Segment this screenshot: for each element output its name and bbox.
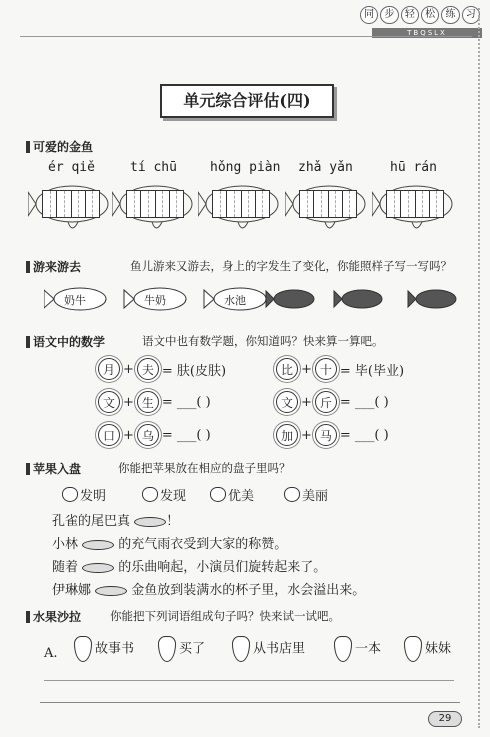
- pear-word[interactable]: 妹妹: [404, 636, 451, 662]
- page-number: 29: [428, 711, 462, 727]
- apple-word[interactable]: 发明: [62, 485, 106, 504]
- flower-char: 加: [276, 424, 298, 446]
- footer-divider: [40, 702, 460, 703]
- flower-char: 文: [98, 391, 120, 413]
- flower-char: 月: [98, 358, 120, 380]
- section-title-math: 语文中的数学: [26, 333, 105, 350]
- section-title-goldfish: 可爱的金鱼: [26, 138, 93, 155]
- apple-icon: [62, 487, 78, 502]
- math-equation[interactable]: 口 + 乌 = ___( ): [98, 424, 211, 446]
- equation-blank[interactable]: = ___( ): [161, 427, 211, 443]
- apple-icon: [142, 487, 158, 502]
- equation-result: = 毕(毕业): [339, 363, 405, 379]
- pear-icon: [74, 636, 92, 662]
- flower-char: 斤: [315, 391, 337, 413]
- fish-row-icons: [44, 284, 464, 314]
- series-char: 练: [441, 6, 459, 24]
- plate-blank[interactable]: [82, 563, 114, 573]
- flower-char: 生: [137, 391, 159, 413]
- sentence: 孔雀的尾巴真 ！: [52, 514, 180, 529]
- apple-icon: [284, 487, 300, 502]
- flower-char: 文: [276, 391, 298, 413]
- swimming-fish-row: [44, 284, 464, 314]
- sentence: 伊琳娜 金鱼放到装满水的杯子里，水会溢出来。: [52, 583, 366, 598]
- goldfish-writing-box[interactable]: [28, 182, 110, 234]
- goldfish-writing-box[interactable]: [285, 182, 367, 234]
- section-instruction: 你能把苹果放在相应的盘子里吗？: [118, 461, 291, 475]
- pear-icon: [334, 636, 352, 662]
- section-title-apples: 苹果入盘: [26, 460, 81, 477]
- section-instruction: 语文中也有数学题，你知道吗？快来算一算吧。: [142, 334, 384, 348]
- flower-char: 比: [276, 358, 298, 380]
- series-char: 习: [462, 6, 480, 24]
- pinyin-4: zhǎ yǎn: [298, 160, 353, 175]
- math-equation[interactable]: 文 + 斤 = ___( ): [276, 391, 389, 413]
- series-char: 同: [360, 6, 378, 24]
- section-title-swim: 游来游去: [26, 258, 81, 275]
- pinyin-3: hǒng piàn: [210, 160, 281, 175]
- plate-blank[interactable]: [134, 517, 166, 527]
- fish-word-2: 牛奶: [144, 294, 166, 307]
- apple-word[interactable]: 优美: [210, 485, 254, 504]
- pear-icon: [404, 636, 422, 662]
- flower-char: 马: [315, 424, 337, 446]
- item-label: A.: [44, 646, 58, 661]
- goldfish-writing-box[interactable]: [372, 182, 454, 234]
- header-divider: [20, 36, 472, 37]
- pinyin-2: tí chū: [130, 160, 177, 175]
- apple-word[interactable]: 美丽: [284, 485, 328, 504]
- pear-word[interactable]: 从书店里: [232, 636, 305, 662]
- flower-char: 夫: [137, 358, 159, 380]
- plate-blank[interactable]: [82, 540, 114, 550]
- apple-icon: [210, 487, 226, 502]
- goldfish-writing-box[interactable]: [112, 182, 194, 234]
- pear-word[interactable]: 故事书: [74, 636, 134, 662]
- goldfish-writing-box[interactable]: [198, 182, 280, 234]
- equation-blank[interactable]: = ___( ): [339, 394, 389, 410]
- binding-edge: [478, 8, 488, 728]
- flower-char: 十: [315, 358, 337, 380]
- pear-icon: [158, 636, 176, 662]
- answer-line[interactable]: [44, 680, 454, 681]
- section-title-salad: 水果沙拉: [26, 608, 81, 625]
- series-char: 松: [421, 6, 439, 24]
- math-equation[interactable]: 文 + 生 = ___( ): [98, 391, 211, 413]
- math-equation: 月 + 夫 = 肤(皮肤): [98, 358, 226, 380]
- equation-blank[interactable]: = ___( ): [161, 394, 211, 410]
- flower-char: 乌: [137, 424, 159, 446]
- plate-blank[interactable]: [95, 586, 127, 596]
- page-title: 单元综合评估(四): [160, 84, 334, 118]
- series-char: 轻: [401, 6, 419, 24]
- series-badge: [360, 6, 480, 24]
- fish-word-3: 水池: [224, 294, 246, 307]
- section-instruction: 你能把下列词语组成句子吗？快来试一试吧。: [110, 609, 340, 623]
- pear-word[interactable]: 一本: [334, 636, 381, 662]
- sentence: 随着 的乐曲响起，小演员们旋转起来了。: [52, 560, 327, 575]
- apple-word[interactable]: 发现: [142, 485, 186, 504]
- pear-icon: [232, 636, 250, 662]
- series-code: TBQSLX: [372, 28, 482, 38]
- flower-char: 口: [98, 424, 120, 446]
- series-char: 步: [380, 6, 398, 24]
- equation-blank[interactable]: = ___( ): [339, 427, 389, 443]
- fish-word-1: 奶牛: [64, 294, 86, 307]
- pinyin-1: ér qiě: [48, 160, 95, 175]
- math-equation[interactable]: 加 + 马 = ___( ): [276, 424, 389, 446]
- section-instruction: 鱼儿游来又游去，身上的字发生了变化，你能照样子写一写吗？: [130, 259, 452, 273]
- pear-word[interactable]: 买了: [158, 636, 205, 662]
- math-equation: 比 + 十 = 毕(毕业): [276, 358, 404, 380]
- pinyin-5: hū rán: [390, 160, 437, 175]
- sentence: 小林 的充气雨衣受到大家的称赞。: [52, 537, 288, 552]
- equation-result: = 肤(皮肤): [161, 363, 227, 379]
